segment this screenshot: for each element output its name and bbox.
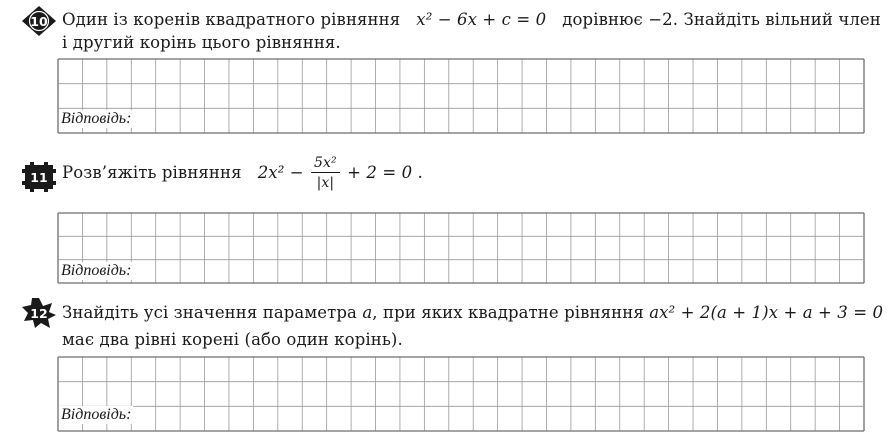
task-10-equation: x² − 6x + c = 0 (416, 10, 547, 29)
task-10-text-2: і другий корінь цього рівняння. (62, 33, 341, 52)
task-11-text: Розв’яжіть рівняння (62, 163, 242, 182)
task-10-line-1 (62, 10, 881, 30)
task-12-line-2 (62, 330, 403, 350)
task-11-eq-lead: 2x² − (257, 163, 304, 182)
task-11-fraction-numerator: 5x² (311, 154, 340, 173)
task-10-text-tail: дорівнює −2. Знайдіть вільний член (562, 10, 881, 29)
task-12-param: a (362, 303, 373, 322)
task-number-12: 12 (30, 306, 48, 321)
task-11-line-1 (62, 154, 423, 193)
task-number-10: 10 (30, 14, 48, 29)
task-10-text: Один із коренів квадратного рівняння (62, 10, 401, 29)
answer-grid-12[interactable] (57, 356, 865, 432)
task-10-line-2 (62, 33, 341, 53)
task-11-fraction (311, 154, 340, 193)
task-11-eq-tail: + 2 = 0 . (347, 163, 423, 182)
answer-label-10: Відповідь: (61, 110, 132, 127)
task-number-11: 11 (30, 170, 48, 185)
answer-grid-11[interactable] (57, 212, 865, 284)
task-12-text-2: має два рівні корені (або один корінь). (62, 330, 403, 349)
task-12-line-1 (62, 303, 883, 323)
answer-grid-10[interactable] (57, 58, 865, 134)
task-number-badge-10 (22, 6, 56, 36)
task-11-fraction-denominator: |x| (316, 175, 335, 191)
task-number-badge-12 (22, 298, 56, 328)
answer-label-11: Відповідь: (61, 262, 132, 279)
task-12-text: Знайдіть усі значення параметра (62, 303, 357, 322)
task-12-text-mid: , при яких квадратне рівняння (372, 303, 644, 322)
task-number-badge-11 (22, 162, 56, 192)
answer-label-12: Відповідь: (61, 406, 132, 423)
task-12-equation: ax² + 2(a + 1)x + a + 3 = 0 (649, 303, 884, 322)
